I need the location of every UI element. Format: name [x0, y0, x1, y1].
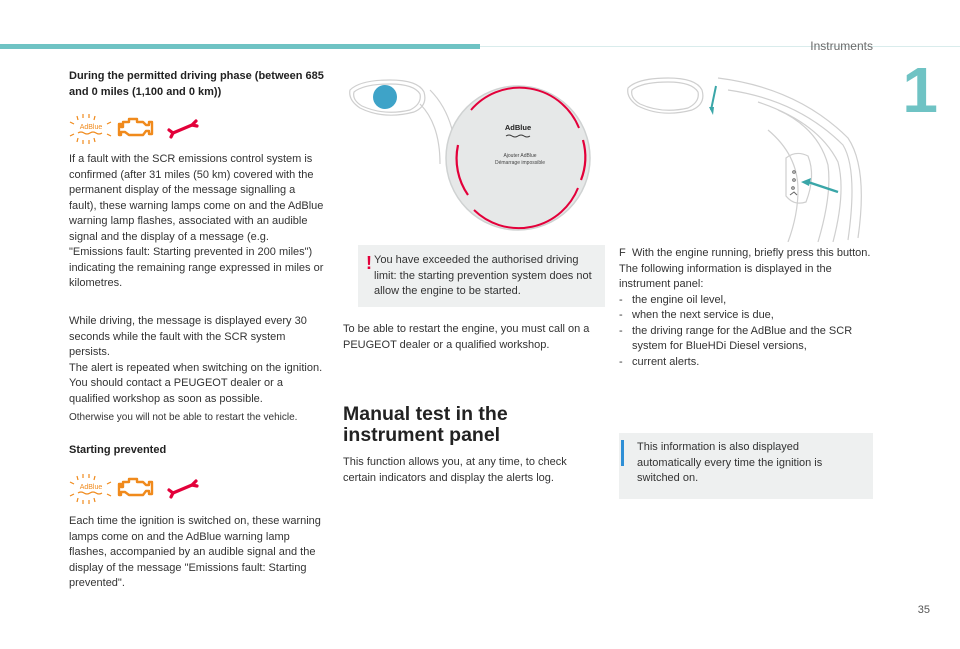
starting-prevented-heading: Starting prevented — [69, 444, 167, 456]
gauge-message-2: Démarrage impossible — [494, 160, 546, 166]
svg-text:AdBlue: AdBlue — [79, 124, 103, 131]
warning-lamps-row-2 — [67, 472, 202, 506]
spanner-icon — [169, 121, 197, 137]
info-text: This information is also displayed automatically every time the ignition is switched on. — [637, 441, 823, 484]
manual-test-heading-line-1: Manual test in the — [343, 403, 508, 425]
manual-test-heading-line-2: instrument panel — [343, 424, 501, 446]
header-accent-bar — [0, 44, 480, 49]
svg-text:AdBlue: AdBlue — [79, 484, 103, 491]
steering-wheel-illustration — [618, 70, 878, 247]
list-item: - when the next service is due, — [619, 308, 875, 324]
ignition-paragraph: Each time the ignition is switched on, these warning lamps come on and the AdBlue warning lamp flashes, accompanied by an audible signal and the display of the message "Emissions fault: Starting prevented". — [69, 515, 321, 589]
phase-heading: During the permitted driving phase (between 685 and 0 miles (1,100 and 0 km)) — [69, 70, 324, 98]
warning-text: You have exceeded the authorised driving limit: the starting prevention system does not allow the engine to be started. — [374, 254, 592, 297]
instruction-line — [619, 246, 875, 262]
pointer-arrow-icon — [709, 86, 716, 115]
instruction-arrow-icon: F — [619, 247, 626, 259]
info-box — [619, 433, 873, 499]
restart-paragraph: To be able to restart the engine, you must call on a PEUGEOT dealer or a qualified workshop. — [343, 323, 590, 351]
manual-test-paragraph: This function allows you, at any time, to check certain indicators and display the alerts log. — [343, 456, 567, 484]
gauge-adblue-logo: AdBlue — [504, 123, 532, 132]
gauge-message-1: Ajouter AdBlue — [503, 153, 537, 159]
driving-line-2: The alert is repeated when switching on the ignition. — [69, 361, 323, 374]
button-arrow-icon — [801, 178, 838, 192]
gauge-knob-icon — [373, 85, 397, 109]
page-number: 35 — [917, 604, 930, 616]
instrument-illustration — [340, 70, 610, 245]
driving-line-3: You should contact a PEUGEOT dealer or a qualified workshop as soon as possible. — [69, 377, 284, 405]
fault-paragraph: If a fault with the SCR emissions control system is confirmed (after 31 miles (50 km) covered with the permanent display of the message signalling a fault), these warning lamps come on and the AdBlue warning lamp flashes, associated with an audible signal and the display of a message (e.g. "Emissions fault: Starting prevented in 200 miles") indicating the remaining range expressed in miles or kilometres. — [69, 153, 324, 289]
instruction-text: With the engine running, briefly press this button. — [632, 247, 871, 259]
info-icon — [621, 440, 624, 466]
driving-paragraph — [69, 314, 325, 407]
list-item: - the engine oil level, — [619, 293, 875, 309]
driving-line-1: While driving, the message is displayed every 30 seconds while the fault with the SCR system persists. — [69, 315, 307, 358]
engine-icon — [119, 119, 152, 135]
section-title: Instruments — [810, 39, 873, 53]
display-intro: The following information is displayed in the instrument panel: — [619, 262, 832, 290]
restart-note: Otherwise you will not be able to restart the vehicle. — [69, 412, 298, 423]
list-item: - current alerts. — [619, 355, 875, 371]
warning-lamps-row — [67, 112, 202, 146]
chapter-number: 1 — [902, 54, 938, 126]
adblue-icon — [70, 114, 111, 144]
spanner-icon — [169, 481, 197, 497]
engine-icon — [119, 479, 152, 495]
manual-test-heading — [343, 404, 603, 446]
warning-box — [358, 245, 605, 307]
warning-exclamation-icon: ! — [366, 253, 372, 273]
list-item: - the driving range for the AdBlue and the SCR system for BlueHDi Diesel versions, — [619, 324, 875, 355]
header-rule — [480, 46, 960, 47]
instruction-block — [619, 246, 875, 370]
adblue-icon — [70, 474, 111, 504]
display-items-list — [619, 293, 875, 371]
